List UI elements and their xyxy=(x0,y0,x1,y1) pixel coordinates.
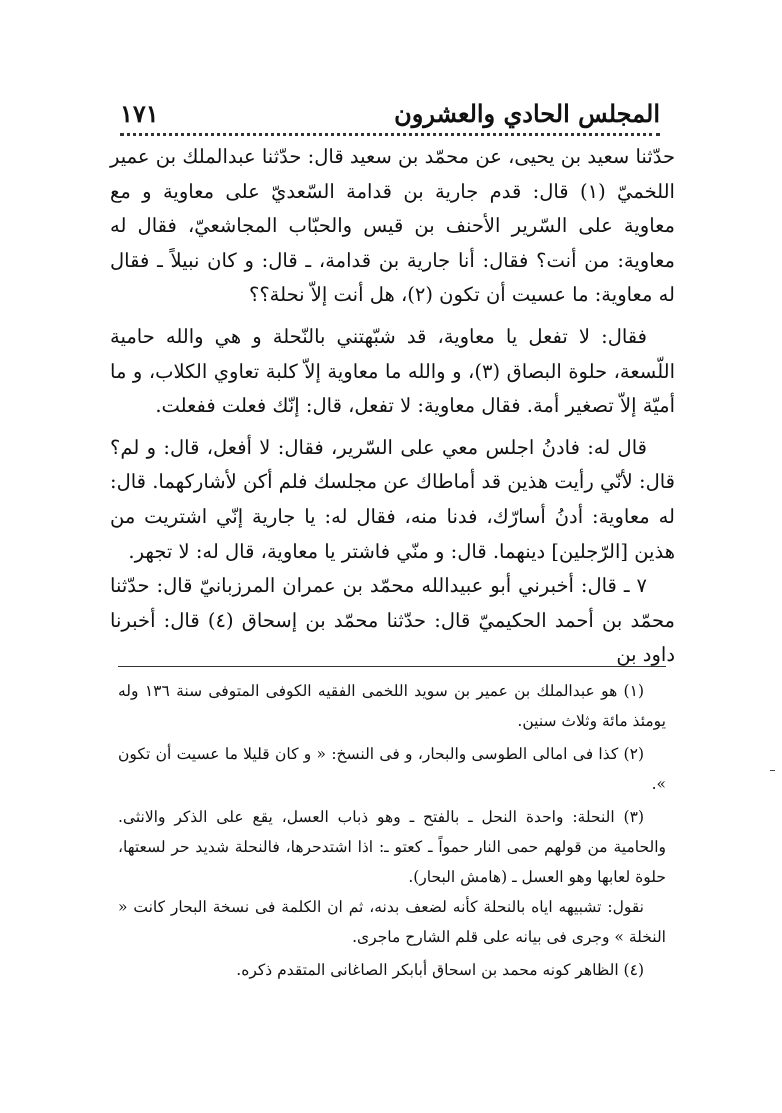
footnote: (٢) كذا فى امالى الطوسى والبحار، و فى النسخ: « و كان قليلا ما عسيت أن تكون ». xyxy=(118,745,666,793)
footnote-continuation: نقول: تشبيهه اياه بالنحلة كأنه لضعف بدنه، ثم ان الكلمة فى نسخة البحار كانت « النخلة » وجرى فى بيانه على قلم الشارح ماجرى. xyxy=(118,898,666,946)
paragraph: ٧ ـ قال: أخبرني أبو عبيدالله محمّد بن عمران المرزبانيّ قال: حدّثنا محمّد بن أحمد الحكيميّ قال: حدّثنا محمّد بن إسحاق (٤) قال: أخبرنا داود بن xyxy=(110,574,675,667)
footnote: (٤) الظاهر كونه محمد بن اسحاق أبابكر الصاغانى المتقدم ذكره. xyxy=(236,961,644,979)
footnote-separator xyxy=(118,666,666,667)
footnote: (٣) النحلة: واحدة النحل ـ بالفتح ـ وهو ذباب العسل، يقع على الذكر والانثى. والحامية من قولهم حمى النار حمواً ـ كعتو ـ: اذا اشتدحرها، فالنحلة شديد حر لسعتها، حلوة لعابها وهو العسل ـ (هامش البحار). xyxy=(118,808,666,886)
main-text xyxy=(110,140,675,673)
running-title: المجلس الحادي والعشرون xyxy=(394,98,660,128)
paragraph: حدّثنا سعيد بن يحيى، عن محمّد بن سعيد قال: حدّثنا عبدالملك بن عمير اللخميّ (١) قال: قدم جارية بن قدامة السّعديّ على معاوية و مع معاوية على السّرير الأحنف بن قيس والحبّاب المجاشعيّ، فقال له معاوية: من أنت؟ فقال: أنا جارية بن قدامة، ـ قال: و كان نبيلاً ـ فقال له معاوية: ما عسيت أن تكون (٢)، هل أنت إلاّ نحلة؟؟ xyxy=(110,145,675,307)
margin-mark xyxy=(770,770,775,771)
page-header xyxy=(120,96,660,130)
page-number: ١٧١ xyxy=(120,98,159,128)
paragraph: فقال: لا تفعل يا معاوية، قد شبّهتني بالنّحلة و هي والله حامية اللّسعة، حلوة البصاق (٣)، و والله ما معاوية إلاّ كلبة تعاوي الكلاب، و ما أميّة إلاّ تصغير أمة. فقال معاوية: لا تفعل، قال: إنّك فعلت ففعلت. xyxy=(110,324,676,418)
paragraph: قال له: فادنُ اجلس معي على السّرير، فقال: لا أفعل، قال: و لم؟ قال: لأنّي رأيت هذين قد أماطاك عن مجلسك فلم أكن لأشاركهما. قال: له معاوية: أدنُ أسارّك، فدنا منه، فقال له: يا جارية إنّي اشتريت من هذين [الرّجلين] دينهما. قال: و منّي فاشتر يا معاوية، قال له: لا تجهر. xyxy=(110,435,675,563)
footnotes xyxy=(118,676,666,985)
footnote: (١) هو عبدالملك بن عمير بن سويد اللخمى الفقيه الكوفى المتوفى سنة ١٣٦ وله يومئذ مائة وثلاث سنين. xyxy=(118,682,666,730)
header-dotted-rule xyxy=(120,133,660,136)
